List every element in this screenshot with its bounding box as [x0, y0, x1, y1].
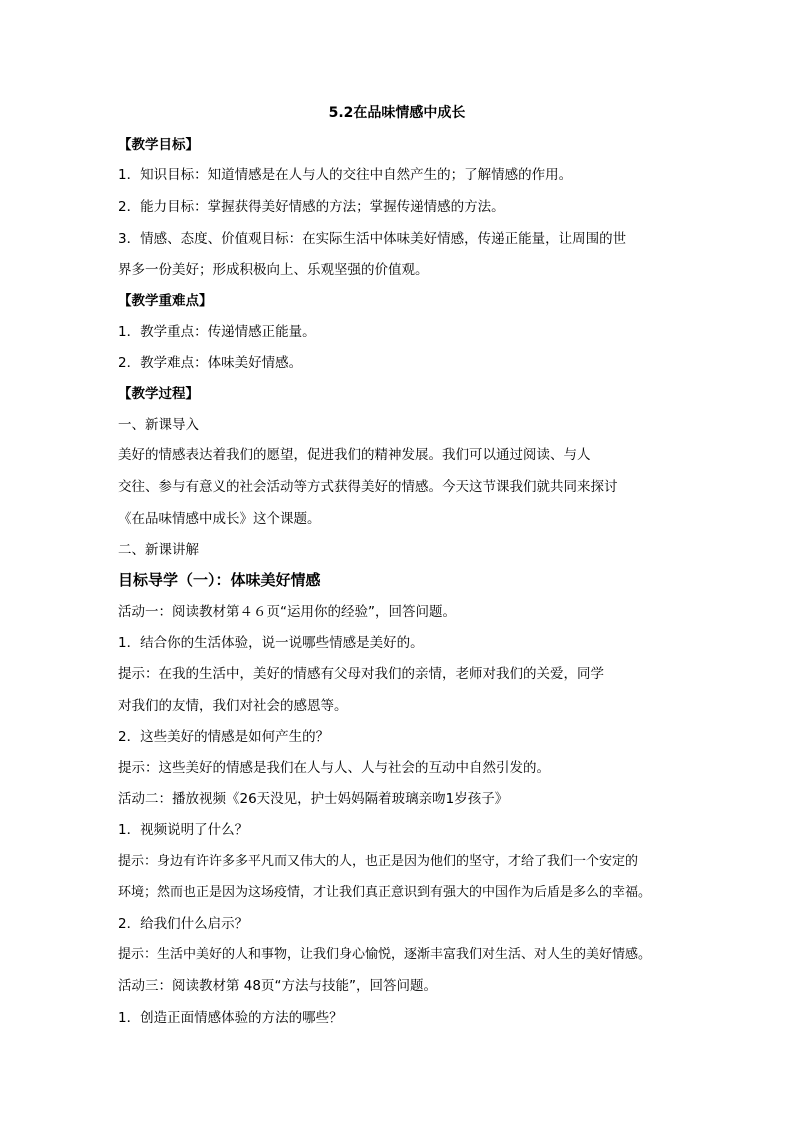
section-heading-key-points: 【教学重难点】 — [118, 293, 213, 309]
paragraph-line: 交往、参与有意义的社会活动等方式获得美好的情感。今天这节课我们就共同来探讨 — [118, 479, 618, 495]
activity-line: 活动一：阅读教材第４６页“运用你的经验”，回答问题。 — [118, 604, 456, 620]
hint-line: 对我们的友情，我们对社会的感恩等。 — [118, 698, 348, 714]
hint-line: 提示：身边有许许多多平凡而又伟大的人，也正是因为他们的坚守，才给了我们一个安定的 — [118, 854, 639, 869]
goal-heading: 目标导学（一）：体味美好情感 — [118, 571, 321, 589]
question-line: 1．创造正面情感体验的方法的哪些？ — [118, 1010, 343, 1026]
question-line: 2．这些美好的情感是如何产生的？ — [118, 729, 330, 745]
hint-line: 环境；然而也正是因为这场疫情，才让我们真正意识到有强大的中国作为后盾是多么的幸福。 — [118, 885, 652, 900]
question-line: 2．给我们什么启示？ — [118, 916, 249, 932]
hint-line: 提示：生活中美好的人和事物，让我们身心愉悦，逐渐丰富我们对生活、对人生的美好情感。 — [118, 947, 652, 962]
paragraph-line: 1．知识目标：知道情感是在人与人的交往中自然产生的；了解情感的作用。 — [118, 167, 573, 183]
section-heading-teaching-goals: 【教学目标】 — [118, 137, 199, 153]
activity-line: 活动二：播放视频《26天没见，护士妈妈隔着玻璃亲吻1岁孩子》 — [118, 791, 509, 807]
hint-line: 提示：在我的生活中，美好的情感有父母对我们的亲情，老师对我们的关爱，同学 — [118, 666, 604, 682]
paragraph-line: 1．教学重点：传递情感正能量。 — [118, 324, 316, 340]
question-line: 1．视频说明了什么？ — [118, 822, 249, 838]
paragraph-line: 界多一份美好；形成积极向上、乐观坚强的价值观。 — [118, 262, 429, 278]
paragraph-line: 美好的情感表达着我们的愿望，促进我们的精神发展。我们可以通过阅读、与人 — [118, 447, 591, 463]
paragraph-line: 《在品味情感中成长》这个课题。 — [118, 511, 321, 527]
paragraph-line: 3．情感、态度、价值观目标：在实际生活中体味美好情感，传递正能量，让周围的世 — [118, 231, 627, 247]
paragraph-line: 2．教学难点：体味美好情感。 — [118, 355, 303, 371]
activity-line: 活动三：阅读教材第 48页“方法与技能”，回答问题。 — [118, 978, 437, 994]
question-line: 1．结合你的生活体验，说一说哪些情感是美好的。 — [118, 635, 424, 651]
subsection-heading: 一、新课导入 — [118, 417, 199, 433]
hint-line: 提示：这些美好的情感是我们在人与人、人与社会的互动中自然引发的。 — [118, 760, 550, 776]
subsection-heading: 二、新课讲解 — [118, 542, 199, 558]
document-title: 5.2在品味情感中成长 — [328, 105, 466, 121]
section-heading-process: 【教学过程】 — [118, 386, 199, 402]
paragraph-line: 2．能力目标：掌握获得美好情感的方法；掌握传递情感的方法。 — [118, 199, 505, 215]
